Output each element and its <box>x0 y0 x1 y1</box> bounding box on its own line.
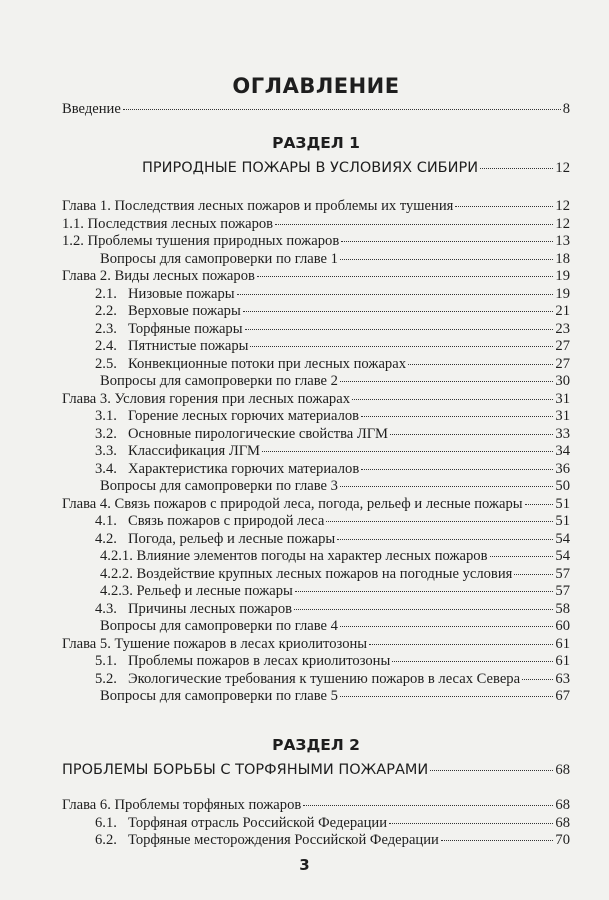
entry-label: Связь пожаров с природой леса <box>128 513 325 529</box>
entry-number: 5.1. <box>95 653 117 669</box>
dot-leader <box>389 823 553 824</box>
toc-entry <box>62 286 570 304</box>
dot-leader <box>430 770 553 771</box>
entry-page: 31 <box>555 408 570 424</box>
entry-label: Конвекционные потоки при лесных пожарах <box>128 355 407 372</box>
section-2-header <box>62 734 570 781</box>
entry-label: 4.2.1. Влияние элементов погоды на характер лесных пожаров <box>100 548 488 564</box>
dot-leader <box>340 486 553 487</box>
entry-page: 70 <box>555 832 570 848</box>
entry-page: 31 <box>555 390 570 407</box>
toc-entry <box>62 601 570 619</box>
entry-label: Вопросы для самопроверки по главе 5 <box>100 688 338 704</box>
section-heading: РАЗДЕЛ 2 <box>272 736 360 754</box>
section-subtitle: ПРИРОДНЫЕ ПОЖАРЫ В УСЛОВИЯХ СИБИРИ <box>142 160 479 176</box>
entry-label: 1.2. Проблемы тушения природных пожаров <box>62 233 340 249</box>
dot-leader <box>340 626 553 627</box>
entry-page: 57 <box>555 565 570 582</box>
dot-leader <box>361 416 553 417</box>
entry-number: 2.4. <box>95 338 117 354</box>
entry-label: Глава 2. Виды лесных пожаров <box>62 268 255 284</box>
toc-entry <box>62 797 570 815</box>
entry-page: 68 <box>555 762 570 778</box>
toc-entry <box>62 653 570 671</box>
section-heading: РАЗДЕЛ 1 <box>272 134 360 152</box>
dot-leader <box>243 311 554 312</box>
dot-leader <box>275 224 553 225</box>
entry-number: 2.1. <box>95 285 117 302</box>
dot-leader <box>455 206 553 207</box>
entry-page: 58 <box>555 600 570 617</box>
entry-number: 3.4. <box>95 460 117 477</box>
entry-page: 21 <box>555 303 570 319</box>
entry-page: 13 <box>555 233 570 249</box>
entry-label: Вопросы для самопроверки по главе 4 <box>100 618 338 634</box>
entry-number: 4.1. <box>95 513 117 529</box>
dot-leader <box>361 469 553 470</box>
toc-entry <box>62 671 570 689</box>
toc-entry <box>62 391 570 409</box>
entry-page: 54 <box>555 530 570 547</box>
toc-entry <box>62 513 570 531</box>
toc-entry-intro <box>62 101 570 119</box>
entry-label: Вопросы для самопроверки по главе 3 <box>100 478 338 494</box>
section-subtitle-row <box>62 157 570 179</box>
toc-entry <box>62 583 570 601</box>
entry-page: 68 <box>555 797 570 813</box>
dot-leader <box>369 644 553 645</box>
entry-label: 1.1. Последствия лесных пожаров <box>62 215 274 232</box>
entry-number: 4.2. <box>95 530 117 547</box>
entry-label: Пятнистые пожары <box>128 338 249 354</box>
dot-leader <box>294 609 553 610</box>
toc-entry <box>62 496 570 514</box>
dot-leader <box>522 679 553 680</box>
entry-page: 36 <box>555 460 570 477</box>
entry-page: 19 <box>555 268 570 284</box>
entry-number: 2.3. <box>95 320 117 337</box>
dot-leader <box>340 259 553 260</box>
toc-intro <box>62 101 570 119</box>
entry-label: 4.2.3. Рельеф и лесные пожары <box>100 583 293 599</box>
entry-label: Глава 6. Проблемы торфяных пожаров <box>62 797 302 813</box>
toc-entry <box>62 373 570 391</box>
dot-leader <box>390 434 553 435</box>
entry-page: 60 <box>555 618 570 634</box>
toc-entry <box>62 443 570 461</box>
entry-label: Причины лесных пожаров <box>128 600 293 617</box>
dot-leader <box>341 241 553 242</box>
toc-entry <box>62 408 570 426</box>
dot-leader <box>340 381 553 382</box>
toc-entry <box>62 356 570 374</box>
entry-page: 33 <box>555 425 570 442</box>
entry-page: 51 <box>555 513 570 529</box>
entry-label: Торфяные пожары <box>128 320 243 337</box>
toc-entry <box>62 321 570 339</box>
dot-leader <box>250 346 553 347</box>
entry-page: 8 <box>562 101 570 117</box>
entry-label: Торфяная отрасль Российской Федерации <box>128 814 388 831</box>
dot-leader <box>392 661 553 662</box>
dot-leader <box>295 591 554 592</box>
toc-entry <box>62 531 570 549</box>
entry-page: 57 <box>555 583 570 599</box>
entry-page: 61 <box>555 653 570 669</box>
section-1-header <box>62 132 570 179</box>
entry-page: 18 <box>555 250 570 267</box>
entry-page: 51 <box>555 495 570 512</box>
toc-entry <box>62 815 570 833</box>
entry-label: Классификация ЛГМ <box>128 443 260 459</box>
entry-page: 12 <box>555 198 570 214</box>
entry-label: Вопросы для самопроверки по главе 2 <box>100 373 338 389</box>
dot-leader <box>340 696 553 697</box>
toc-entry <box>62 566 570 584</box>
entry-label: Глава 1. Последствия лесных пожаров и проблемы их тушения <box>62 198 454 214</box>
entry-number: 3.3. <box>95 443 117 459</box>
section-subtitle: ПРОБЛЕМЫ БОРЬБЫ С ТОРФЯНЫМИ ПОЖАРАМИ <box>62 762 429 778</box>
entry-label: Глава 4. Связь пожаров с природой леса, погода, рельеф и лесные пожары <box>62 495 523 512</box>
dot-leader <box>237 294 554 295</box>
toc-entry <box>62 618 570 636</box>
entry-number: 5.2. <box>95 670 117 687</box>
entry-page: 12 <box>555 215 570 232</box>
entry-page: 67 <box>555 688 570 704</box>
entry-label: Характеристика горючих материалов <box>128 460 360 477</box>
toc-entry <box>62 338 570 356</box>
entry-number: 2.5. <box>95 355 117 372</box>
dot-leader <box>303 805 553 806</box>
toc-entry <box>62 268 570 286</box>
entry-page: 34 <box>555 443 570 459</box>
section-2-entries <box>62 797 570 850</box>
entry-label: Основные пирологические свойства ЛГМ <box>128 425 389 442</box>
toc-entry <box>62 233 570 251</box>
entry-number: 6.1. <box>95 814 117 831</box>
entry-label: Проблемы пожаров в лесах криолитозоны <box>128 653 391 669</box>
entry-page: 68 <box>555 814 570 831</box>
section-1-entries <box>62 198 570 706</box>
entry-number: 3.1. <box>95 408 117 424</box>
dot-leader <box>257 276 554 277</box>
entry-page: 63 <box>555 670 570 687</box>
dot-leader <box>245 329 554 330</box>
entry-label: Низовые пожары <box>128 285 235 302</box>
dot-leader <box>480 168 553 169</box>
dot-leader <box>262 451 553 452</box>
entry-page: 30 <box>555 373 570 389</box>
toc-entry <box>62 198 570 216</box>
dot-leader <box>337 539 553 540</box>
entry-label: Верховые пожары <box>128 303 241 319</box>
dot-leader <box>525 504 554 505</box>
entry-page: 23 <box>555 320 570 337</box>
dot-leader <box>490 556 554 557</box>
entry-page: 12 <box>555 160 570 176</box>
entry-page: 61 <box>555 635 570 652</box>
dot-leader <box>326 521 553 522</box>
toc-entry <box>62 461 570 479</box>
toc-entry <box>62 832 570 850</box>
entry-page: 27 <box>555 355 570 372</box>
entry-page: 19 <box>555 285 570 302</box>
entry-label: Вопросы для самопроверки по главе 1 <box>100 250 338 267</box>
dot-leader <box>441 840 554 841</box>
dot-leader <box>352 399 553 400</box>
toc-entry <box>62 548 570 566</box>
entry-number: 2.2. <box>95 303 117 319</box>
entry-label: Глава 3. Условия горения при лесных пожарах <box>62 390 350 407</box>
toc-entry <box>62 478 570 496</box>
toc-entry <box>62 303 570 321</box>
toc-entry <box>62 251 570 269</box>
entry-number: 6.2. <box>95 832 117 848</box>
dot-leader <box>123 109 561 110</box>
toc-entry <box>62 636 570 654</box>
entry-page: 27 <box>555 338 570 354</box>
section-subtitle-row <box>62 759 570 781</box>
entry-label: Торфяные месторождения Российской Федерации <box>128 832 439 848</box>
toc-entry <box>62 688 570 706</box>
entry-label: Введение <box>62 101 121 117</box>
page-title: ОГЛАВЛЕНИЕ <box>232 74 400 98</box>
dot-leader <box>408 364 553 365</box>
entry-label: Экологические требования к тушению пожаров в лесах Севера <box>128 670 521 687</box>
entry-label: 4.2.2. Воздействие крупных лесных пожаров на погодные условия <box>100 565 513 582</box>
entry-label: Горение лесных горючих материалов <box>128 408 360 424</box>
toc-entry <box>62 426 570 444</box>
toc-entry <box>62 216 570 234</box>
entry-label: Глава 5. Тушение пожаров в лесах криолитозоны <box>62 635 368 652</box>
entry-number: 3.2. <box>95 425 117 442</box>
page-number: 3 <box>299 856 310 874</box>
dot-leader <box>514 574 553 575</box>
entry-label: Погода, рельеф и лесные пожары <box>128 530 336 547</box>
entry-number: 4.3. <box>95 600 117 617</box>
entry-page: 54 <box>555 548 570 564</box>
entry-page: 50 <box>555 478 570 494</box>
